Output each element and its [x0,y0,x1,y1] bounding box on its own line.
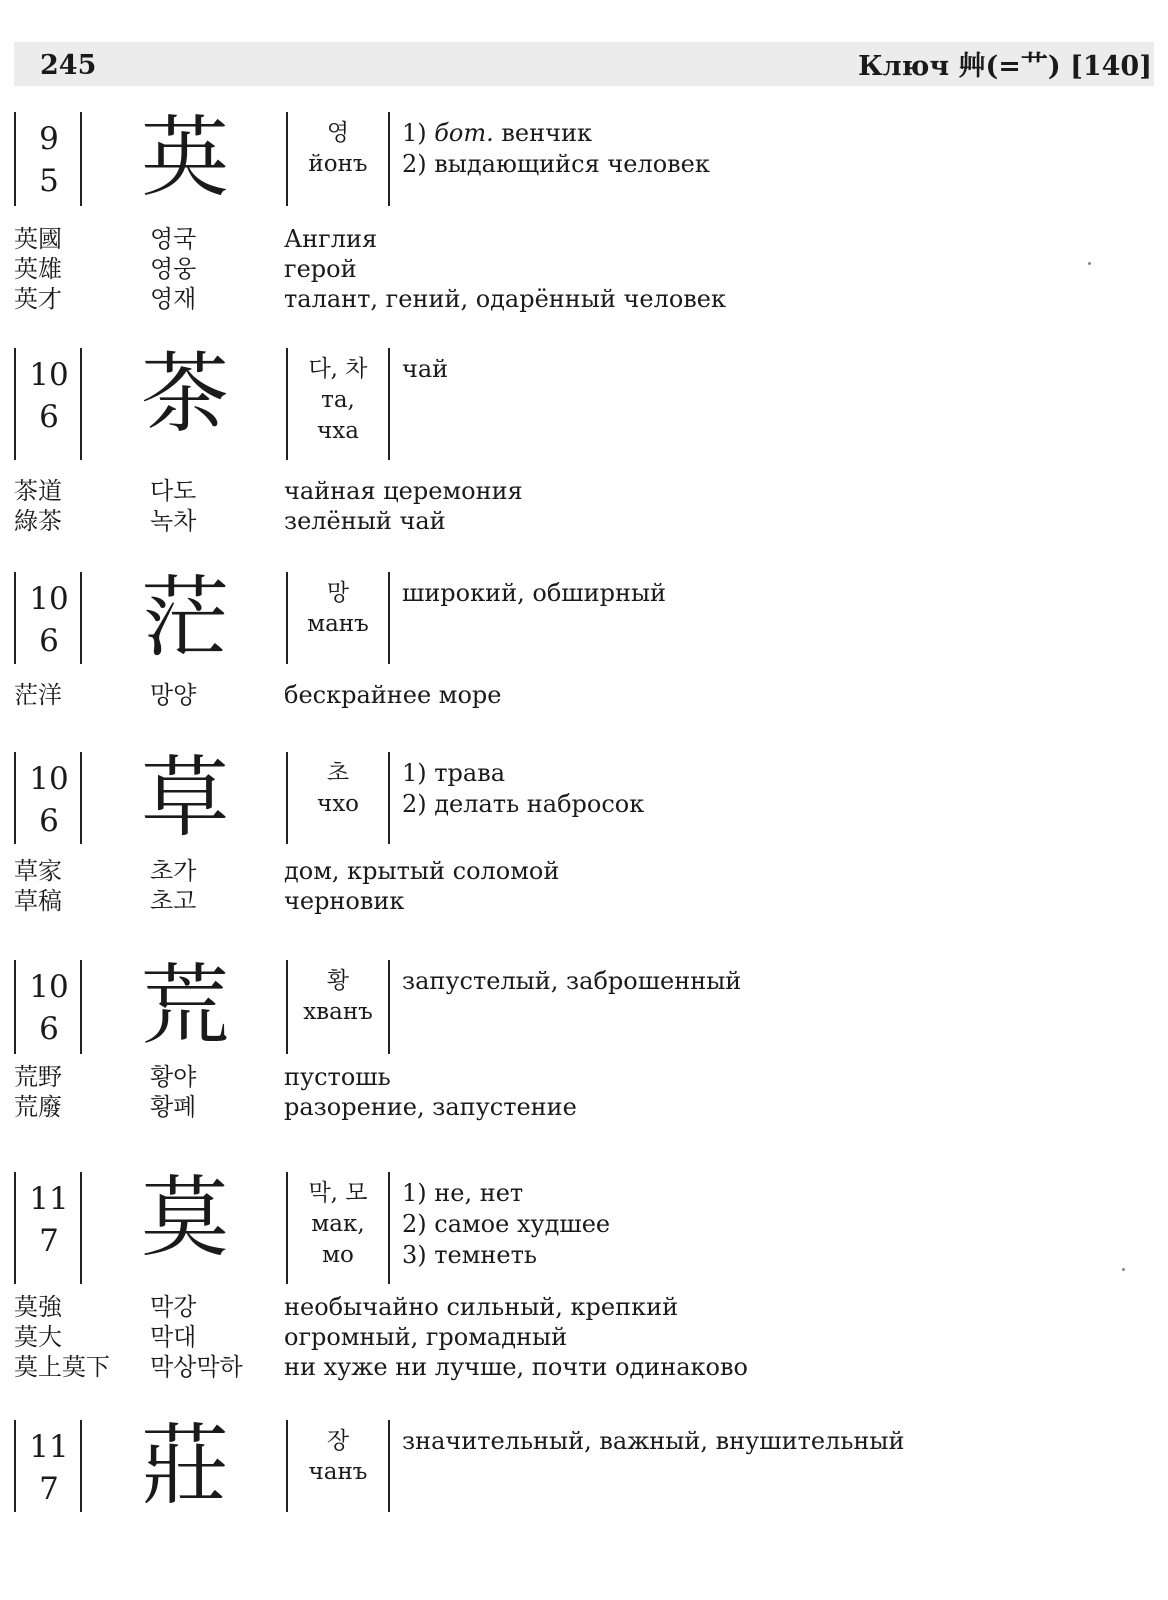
meaning-line: значительный, важный, внушительный [402,1427,905,1455]
reading-russian: мо [322,1242,354,1268]
reading [290,1178,386,1271]
compound-row [0,284,1168,314]
headword-character: 茫 [140,566,229,669]
compound-hangul: 막대 [150,1323,197,1351]
compound-hanja: 荒廢 [14,1093,62,1121]
total-strokes: 10 [29,357,69,393]
reading-hangul: 황 [326,968,350,994]
entry-rule-stroke [80,1420,82,1512]
radical-key-title: Ключ 艸(=艹) [140] [858,51,1152,82]
compound-hangul: 초가 [150,857,197,885]
compound-meaning: Англия [284,225,378,253]
compound-hangul: 영재 [150,285,197,313]
entry-rule-reading-right [388,752,390,844]
entry-rule-stroke [80,348,82,460]
entry-block [0,746,1168,849]
entry-rule-stroke [80,112,82,206]
reading-russian: чхо [316,791,360,817]
compound-hangul: 초고 [150,887,197,915]
residual-strokes: 5 [39,163,59,199]
compound-row [0,680,1168,710]
compound-meaning: дом, крытый соломой [284,857,560,885]
reading-russian: та, [321,387,355,413]
compound-hanja: 綠茶 [14,507,62,535]
entry-rule-reading-right [388,1172,390,1284]
compound-hanja: 草家 [14,857,62,885]
meaning-line: 1) трава [402,759,506,787]
compound-hangul: 다도 [150,477,197,505]
meaning-list [402,118,1142,180]
reading-hangul: 막, 모 [308,1180,368,1206]
total-strokes: 10 [29,761,69,797]
reading [290,354,386,447]
meaning-line: 1) не, нет [402,1179,524,1207]
entry-rule-reading-left [286,1420,288,1512]
entry-rule-left [14,112,16,206]
entry-block [0,342,1168,460]
headword-character: 莫 [140,1166,229,1269]
compound-list [0,680,1168,710]
reading-hangul: 장 [326,1428,350,1454]
compound-hangul: 황폐 [150,1093,197,1121]
meaning-list [402,578,1142,609]
reading [290,1426,386,1488]
entry-rule-left [14,348,16,460]
reading-russian: чха [317,418,359,444]
reading [290,758,386,820]
compound-hanja: 英國 [14,225,62,253]
compound-meaning: пустошь [284,1063,391,1091]
compound-row [0,886,1168,916]
entry-rule-stroke [80,572,82,664]
compound-row [0,254,1168,284]
compound-hangul: 황야 [150,1063,197,1091]
compound-row [0,1292,1168,1322]
reading [290,966,386,1028]
meaning-line: 1) бот. венчик [402,119,592,147]
compound-meaning: ни хуже ни лучше, почти одинаково [284,1353,748,1381]
headword-character: 草 [140,746,229,849]
entry-rule-left [14,752,16,844]
total-strokes: 10 [29,969,69,1005]
compound-hanja: 莫大 [14,1323,62,1351]
meaning-line: запустелый, заброшенный [402,967,742,995]
compound-meaning: герой [284,255,357,283]
meaning-list [402,966,1142,997]
compound-meaning: талант, гений, одарённый человек [284,285,726,313]
compound-row [0,506,1168,536]
compound-hangul: 영국 [150,225,197,253]
residual-strokes: 7 [39,1223,59,1259]
headword-character: 荒 [140,954,229,1057]
compound-list [0,224,1168,314]
entry-rule-reading-left [286,572,288,664]
meaning-list [402,758,1142,820]
meaning-line: 2) выдающийся человек [402,150,710,178]
meaning-line: 3) темнеть [402,1241,537,1269]
reading-russian: мак, [311,1211,365,1237]
compound-hanja: 英才 [14,285,62,313]
meaning-line: широкий, обширный [402,579,667,607]
scan-speck [1088,262,1091,265]
entry-rule-reading-right [388,960,390,1054]
stroke-count [18,118,80,202]
compound-hanja: 英雄 [14,255,62,283]
residual-strokes: 6 [39,1011,59,1047]
compound-hangul: 망양 [150,681,197,709]
entry-rule-reading-left [286,960,288,1054]
total-strokes: 11 [29,1429,69,1465]
reading-hangul: 망 [326,580,350,606]
entry-rule-reading-right [388,112,390,206]
meaning-list [402,1178,1142,1271]
residual-strokes: 6 [39,623,59,659]
reading-hangul: 영 [326,120,350,146]
meaning-line: 2) делать набросок [402,790,645,818]
entry-rule-reading-right [388,348,390,460]
reading-russian: чанъ [308,1459,368,1485]
stroke-count [18,966,80,1050]
entry-rule-reading-right [388,1420,390,1512]
entry-rule-reading-left [286,112,288,206]
meaning-list [402,1426,1142,1457]
compound-meaning: бескрайнее море [284,681,502,709]
entry-rule-reading-left [286,348,288,460]
entry-rule-stroke [80,752,82,844]
compound-row [0,224,1168,254]
compound-meaning: разорение, запустение [284,1093,577,1121]
compound-meaning: огромный, громадный [284,1323,568,1351]
reading-hangul: 초 [326,760,350,786]
entry-rule-stroke [80,960,82,1054]
compound-row [0,476,1168,506]
compound-hanja: 荒野 [14,1063,62,1091]
headword-character: 英 [140,106,229,209]
residual-strokes: 6 [39,399,59,435]
scan-speck [1122,1268,1125,1271]
total-strokes: 11 [29,1181,69,1217]
entry-rule-reading-right [388,572,390,664]
entry-rule-reading-left [286,1172,288,1284]
stroke-count [18,1426,80,1510]
stroke-count [18,1178,80,1262]
stroke-count [18,354,80,438]
compound-list [0,856,1168,916]
entry-rule-reading-left [286,752,288,844]
reading [290,578,386,640]
compound-hanja: 茶道 [14,477,62,505]
page-number: 245 [40,50,97,81]
compound-row [0,1092,1168,1122]
compound-row [0,1352,1168,1382]
entry-block [0,954,1168,1057]
residual-strokes: 6 [39,803,59,839]
compound-row [0,1322,1168,1352]
meaning-line: 2) самое худшее [402,1210,611,1238]
entry-block [0,106,1168,209]
compound-hanja: 莫上莫下 [14,1353,110,1381]
compound-row [0,1062,1168,1092]
compound-hangul: 녹차 [150,507,197,535]
meaning-line: чай [402,355,449,383]
entry-rule-left [14,572,16,664]
meaning-list [402,354,1142,385]
abbreviation: бот. [434,119,494,147]
reading-russian: манъ [307,611,369,637]
compound-hangul: 막상막하 [150,1353,243,1381]
compound-hanja: 茫洋 [14,681,62,709]
entry-rule-left [14,1420,16,1512]
entry-rule-stroke [80,1172,82,1284]
reading-hangul: 다, 차 [308,356,368,382]
entry-block [0,1166,1168,1284]
compound-list [0,1292,1168,1382]
stroke-count [18,758,80,842]
compound-meaning: зелёный чай [284,507,446,535]
entry-rule-left [14,960,16,1054]
reading-russian: хванъ [303,999,373,1025]
stroke-count [18,578,80,662]
compound-hangul: 막강 [150,1293,197,1321]
compound-meaning: черновик [284,887,405,915]
total-strokes: 10 [29,581,69,617]
compound-hangul: 영웅 [150,255,197,283]
headword-character: 茶 [140,342,229,445]
entry-rule-left [14,1172,16,1284]
total-strokes: 9 [39,121,59,157]
entry-block [0,1414,1168,1517]
compound-hanja: 草稿 [14,887,62,915]
reading [290,118,386,180]
compound-list [0,476,1168,536]
compound-meaning: необычайно сильный, крепкий [284,1293,679,1321]
compound-list [0,1062,1168,1122]
residual-strokes: 7 [39,1471,59,1507]
compound-meaning: чайная церемония [284,477,523,505]
compound-row [0,856,1168,886]
entry-block [0,566,1168,669]
headword-character: 莊 [140,1414,229,1517]
reading-russian: йонъ [308,151,368,177]
compound-hanja: 莫強 [14,1293,62,1321]
